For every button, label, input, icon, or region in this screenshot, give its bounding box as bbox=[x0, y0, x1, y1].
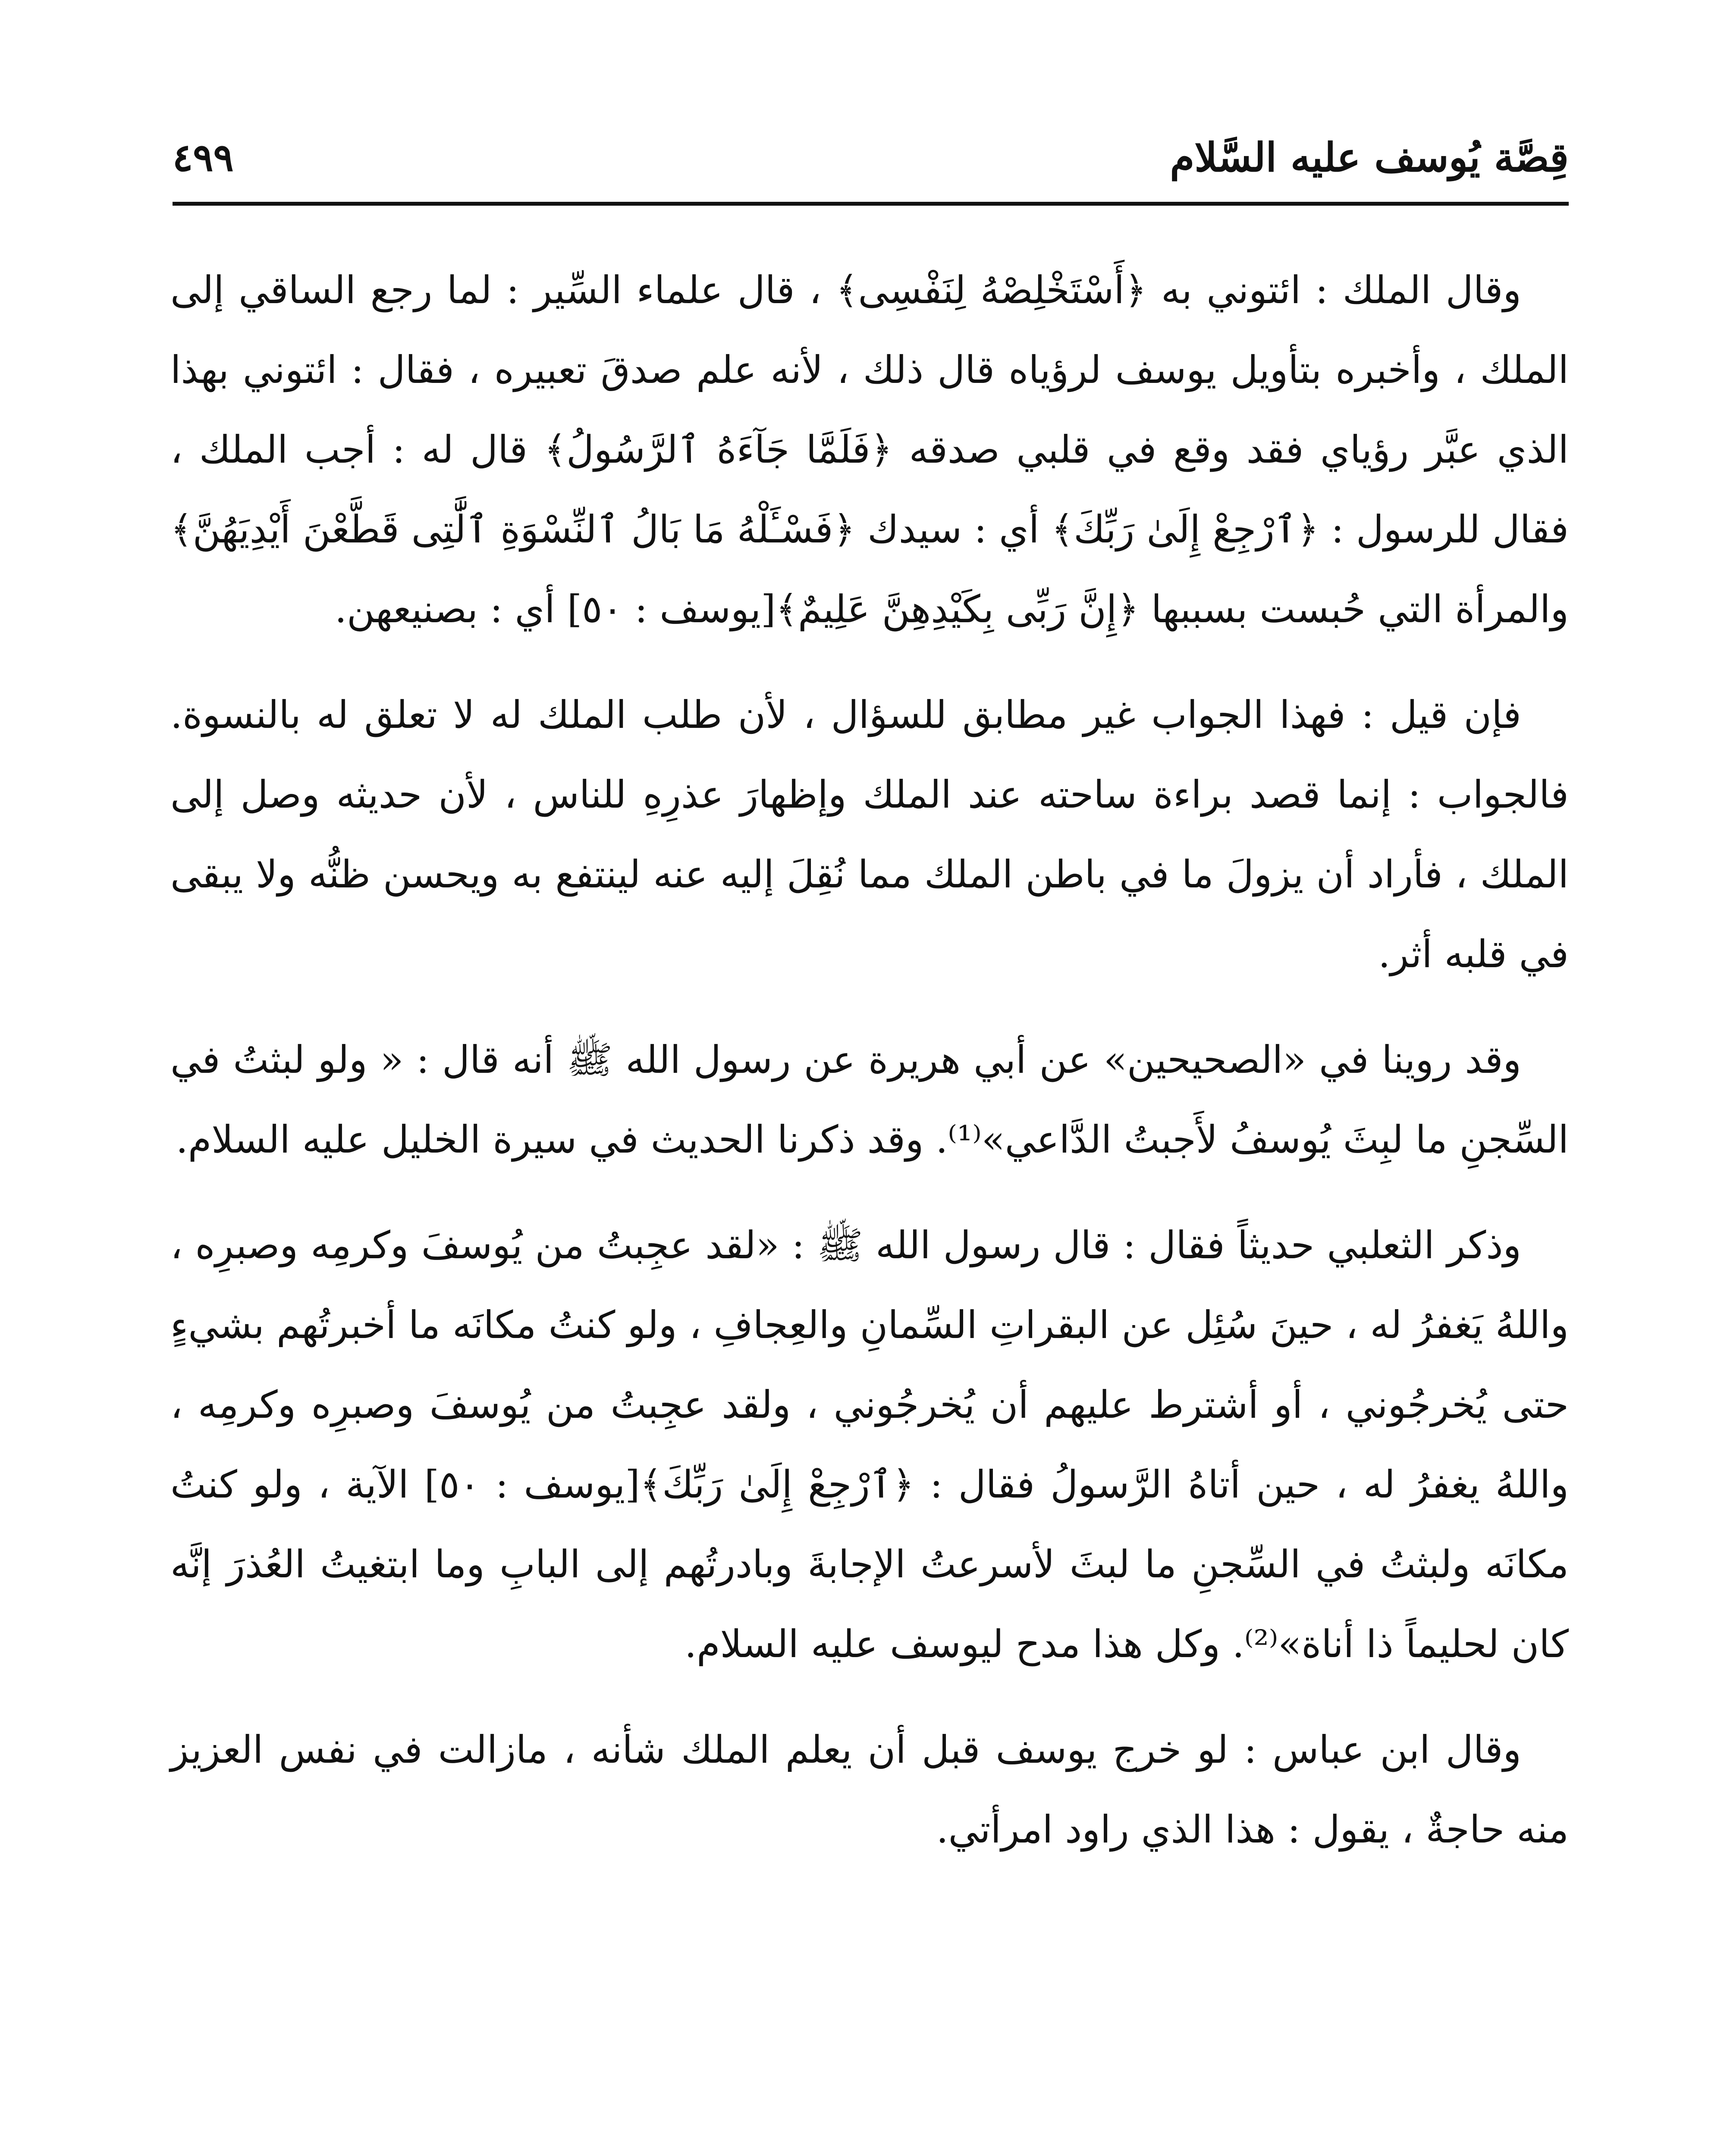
page-number: ٤٩٩ bbox=[173, 135, 234, 180]
paragraph: فإن قيل : فهذا الجواب غير مطابق للسؤال ، لأن طلب الملك له لا تعلق له بالنسوة. فالجواب : إنما قصد براءة ساحته عند الملك وإظهارَ عذرِهِ للناس ، لأن حديثه وصل إلى الملك ، فأراد أن يزولَ ما في باطن الملك مما نُقِلَ إليه عنه لينتفع به ويحسن ظنُّه ولا يبقى في قلبه أثر. bbox=[170, 693, 1569, 976]
paragraph: وقال ابن عباس : لو خرج يوسف قبل أن يعلم الملك شأنه ، مازالت في نفس العزيز منه حاجةٌ ، يقول : هذا الذي راود امرأتي. bbox=[170, 1727, 1569, 1852]
paragraph: وقال الملك : ائتوني به ﴿أَسْتَخْلِصْهُ لِنَفْسِى﴾ ، قال علماء السِّير : لما رجع الساقي إلى الملك ، وأخبره بتأويل يوسف لرؤياه قال ذلك ، لأنه علم صدقَ تعبيره ، فقال : ائتوني بهذا الذي عبَّر رؤياي فقد وقع في قلبي صدقه ﴿فَلَمَّا جَآءَهُ ٱلرَّسُولُ﴾ قال له : أجب الملك ، فقال للرسول : ﴿ٱرْجِعْ إِلَىٰ رَبِّكَ﴾ أي : سيدك ﴿فَسْـَٔلْهُ مَا بَالُ ٱلنِّسْوَةِ ٱلَّٰتِى قَطَّعْنَ أَيْدِيَهُنَّ﴾ والمرأة التي حُبست بسببها ﴿إِنَّ رَبِّى بِكَيْدِهِنَّ عَلِيمٌ﴾[يوسف : ٥٠] أي : بصنيعهن. bbox=[170, 268, 1569, 631]
header-rule bbox=[173, 202, 1569, 206]
running-title: قِصَّة يُوسف عليه السَّلام bbox=[1170, 134, 1569, 181]
running-header bbox=[173, 129, 1569, 185]
paragraph: وقد روينا في «الصحيحين» عن أبي هريرة عن رسول الله ﷺ أنه قال : « ولو لبثتُ في السِّجنِ ما لبِثَ يُوسفُ لأَجبتُ الدَّاعي»⁽¹⁾. وقد ذكرنا الحديث في سيرة الخليل عليه السلام. bbox=[170, 1037, 1569, 1162]
main-text bbox=[170, 250, 1569, 1895]
paragraph: وذكر الثعلبي حديثاً فقال : قال رسول الله ﷺ : «لقد عجِبتُ من يُوسفَ وكرمِه وصبرِه ، واللهُ يَغفرُ له ، حينَ سُئِل عن البقراتِ السِّمانِ والعِجافِ ، ولو كنتُ مكانَه ما أخبرتُهم بشيءٍ حتى يُخرجُوني ، أو أشترط عليهم أن يُخرجُوني ، ولقد عجِبتُ من يُوسفَ وصبرِه وكرمِه ، واللهُ يغفرُ له ، حين أتاهُ الرَّسولُ فقال : ﴿ٱرْجِعْ إِلَىٰ رَبِّكَ﴾[يوسف : ٥٠] الآية ، ولو كنتُ مكانَه ولبثتُ في السِّجنِ ما لبثَ لأسرعتُ الإجابةَ وبادرتُهم إلى البابِ وما ابتغيتُ العُذرَ إنَّه كان لحليماً ذا أناة»⁽²⁾. وكل هذا مدح ليوسف عليه السلام. bbox=[170, 1223, 1569, 1666]
